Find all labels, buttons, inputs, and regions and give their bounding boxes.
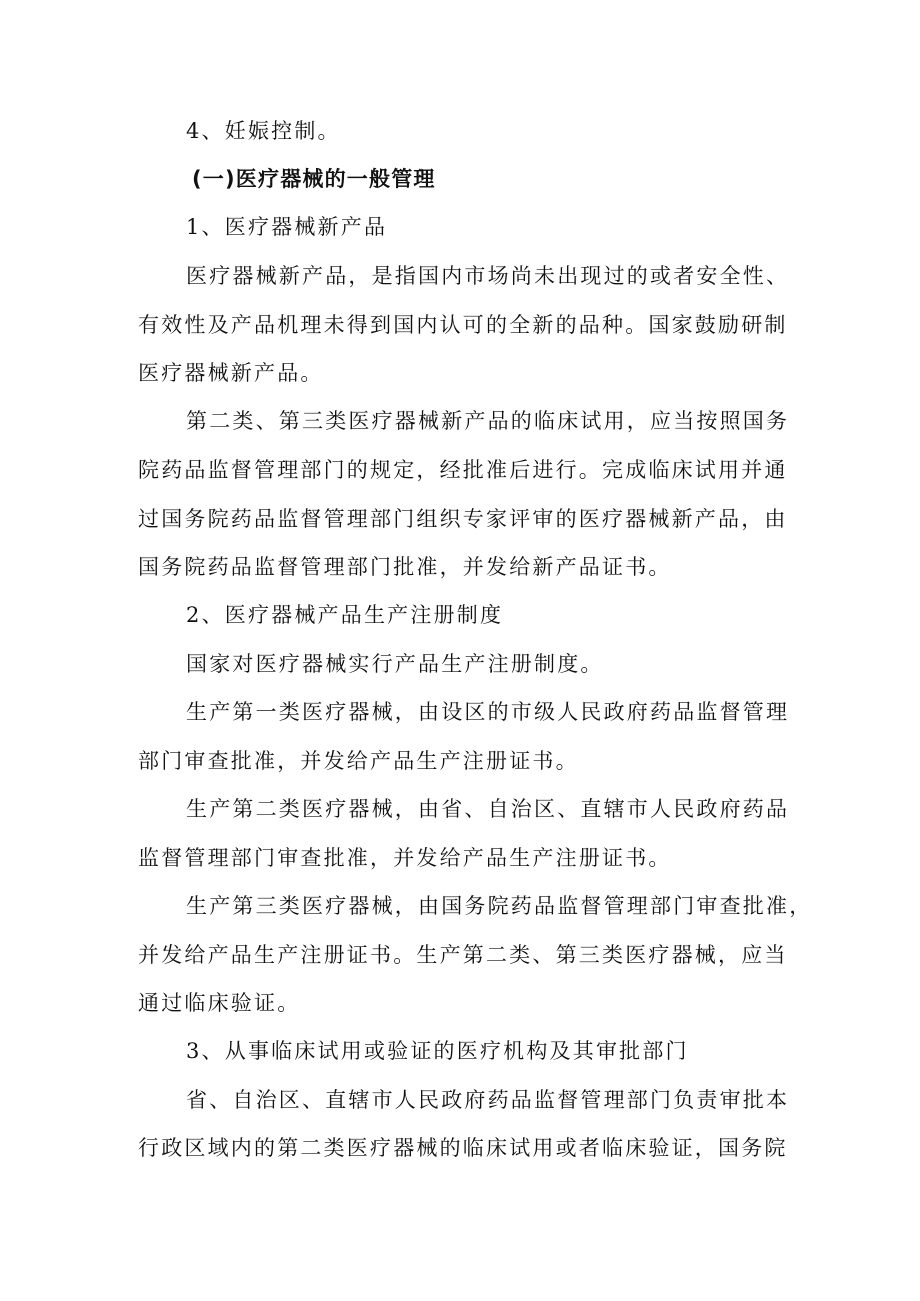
- paragraph-line: 医疗器械新产品，是指国内市场尚未出现过的或者安全性、: [186, 264, 790, 288]
- paragraph-line: 生产第一类医疗器械，由设区的市级人民政府药品监督管理: [186, 700, 790, 724]
- paragraph-line: 部门审查批准，并发给产品生产注册证书。: [138, 749, 579, 773]
- paragraph-line: 并发给产品生产注册证书。生产第二类、第三类医疗器械，应当: [138, 943, 788, 967]
- subheading-new-products: 1、医疗器械新产品: [186, 215, 388, 239]
- paragraph-line: 行政区域内的第二类医疗器械的临床试用或者临床验证，国务院: [138, 1136, 788, 1160]
- paragraph-line: 国务院药品监督管理部门批准，并发给新产品证书。: [138, 555, 672, 579]
- subheading-registration: 2、医疗器械产品生产注册制度: [186, 603, 504, 627]
- subheading-clinical-trial: 3、从事临床试用或验证的医疗机构及其审批部门: [186, 1039, 689, 1063]
- paragraph-line: 生产第二类医疗器械，由省、自治区、直辖市人民政府药品: [186, 797, 790, 821]
- paragraph-line: 有效性及产品机理未得到国内认可的全新的品种。国家鼓励研制: [138, 313, 788, 337]
- section-heading: (一)医疗器械的一般管理: [192, 167, 436, 191]
- paragraph-line: 监督管理部门审查批准，并发给产品生产注册证书。: [138, 846, 672, 870]
- paragraph-line: 省、自治区、直辖市人民政府药品监督管理部门负责审批本: [186, 1088, 790, 1112]
- paragraph-line: 第二类、第三类医疗器械新产品的临床试用，应当按照国务: [186, 409, 790, 433]
- paragraph-line: 生产第三类医疗器械，由国务院药品监督管理部门审查批准，: [186, 894, 813, 918]
- item-pregnancy-control: 4、妊娠控制。: [186, 119, 341, 143]
- paragraph-line: 国家对医疗器械实行产品生产注册制度。: [186, 652, 604, 676]
- paragraph-line: 医疗器械新产品。: [138, 361, 324, 385]
- paragraph-line: 通过临床验证。: [138, 991, 301, 1015]
- paragraph-line: 过国务院药品监督管理部门组织专家评审的医疗器械新产品，由: [138, 507, 788, 531]
- paragraph-line: 院药品监督管理部门的规定，经批准后进行。完成临床试用并通: [138, 458, 788, 482]
